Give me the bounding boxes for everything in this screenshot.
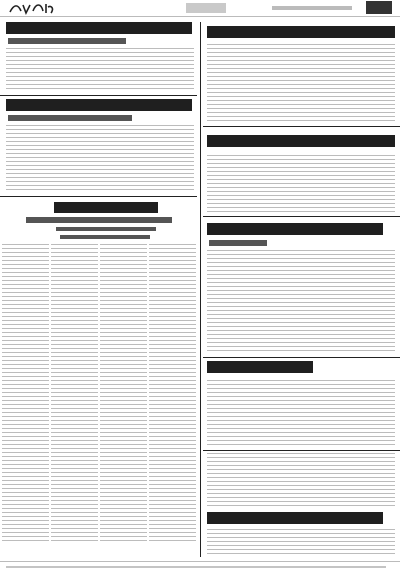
headline (207, 361, 313, 373)
page-number (366, 1, 392, 14)
article-body (207, 155, 395, 213)
headline (54, 202, 158, 213)
article-body (100, 244, 147, 544)
masthead (0, 0, 400, 17)
byline (56, 227, 156, 231)
headline (207, 512, 383, 524)
article-body (207, 250, 395, 354)
footer-text (6, 566, 386, 568)
headline (6, 22, 192, 34)
article-body (2, 244, 49, 544)
headline (207, 26, 395, 38)
article-divider (0, 196, 197, 197)
footer (0, 561, 400, 572)
article-body (6, 125, 194, 193)
section-name (186, 3, 226, 13)
article-divider (203, 357, 400, 358)
issue-date (272, 6, 352, 10)
article-divider (203, 450, 400, 451)
article-body (51, 244, 98, 544)
article-divider (203, 216, 400, 217)
dateline (60, 235, 150, 239)
headline (207, 223, 383, 235)
article-divider (0, 95, 197, 96)
article-body (6, 48, 194, 92)
article-divider (203, 126, 400, 127)
headline (207, 135, 395, 147)
article-body (207, 529, 395, 557)
headline (6, 99, 192, 111)
article-body (207, 44, 395, 124)
subhead (26, 217, 172, 223)
subhead (8, 38, 126, 44)
column-rule (200, 22, 201, 557)
article-body (149, 244, 196, 544)
subhead (209, 240, 267, 246)
article-body (207, 453, 395, 509)
subhead (8, 115, 132, 121)
article-body (207, 380, 395, 447)
newspaper-logo (8, 1, 56, 15)
